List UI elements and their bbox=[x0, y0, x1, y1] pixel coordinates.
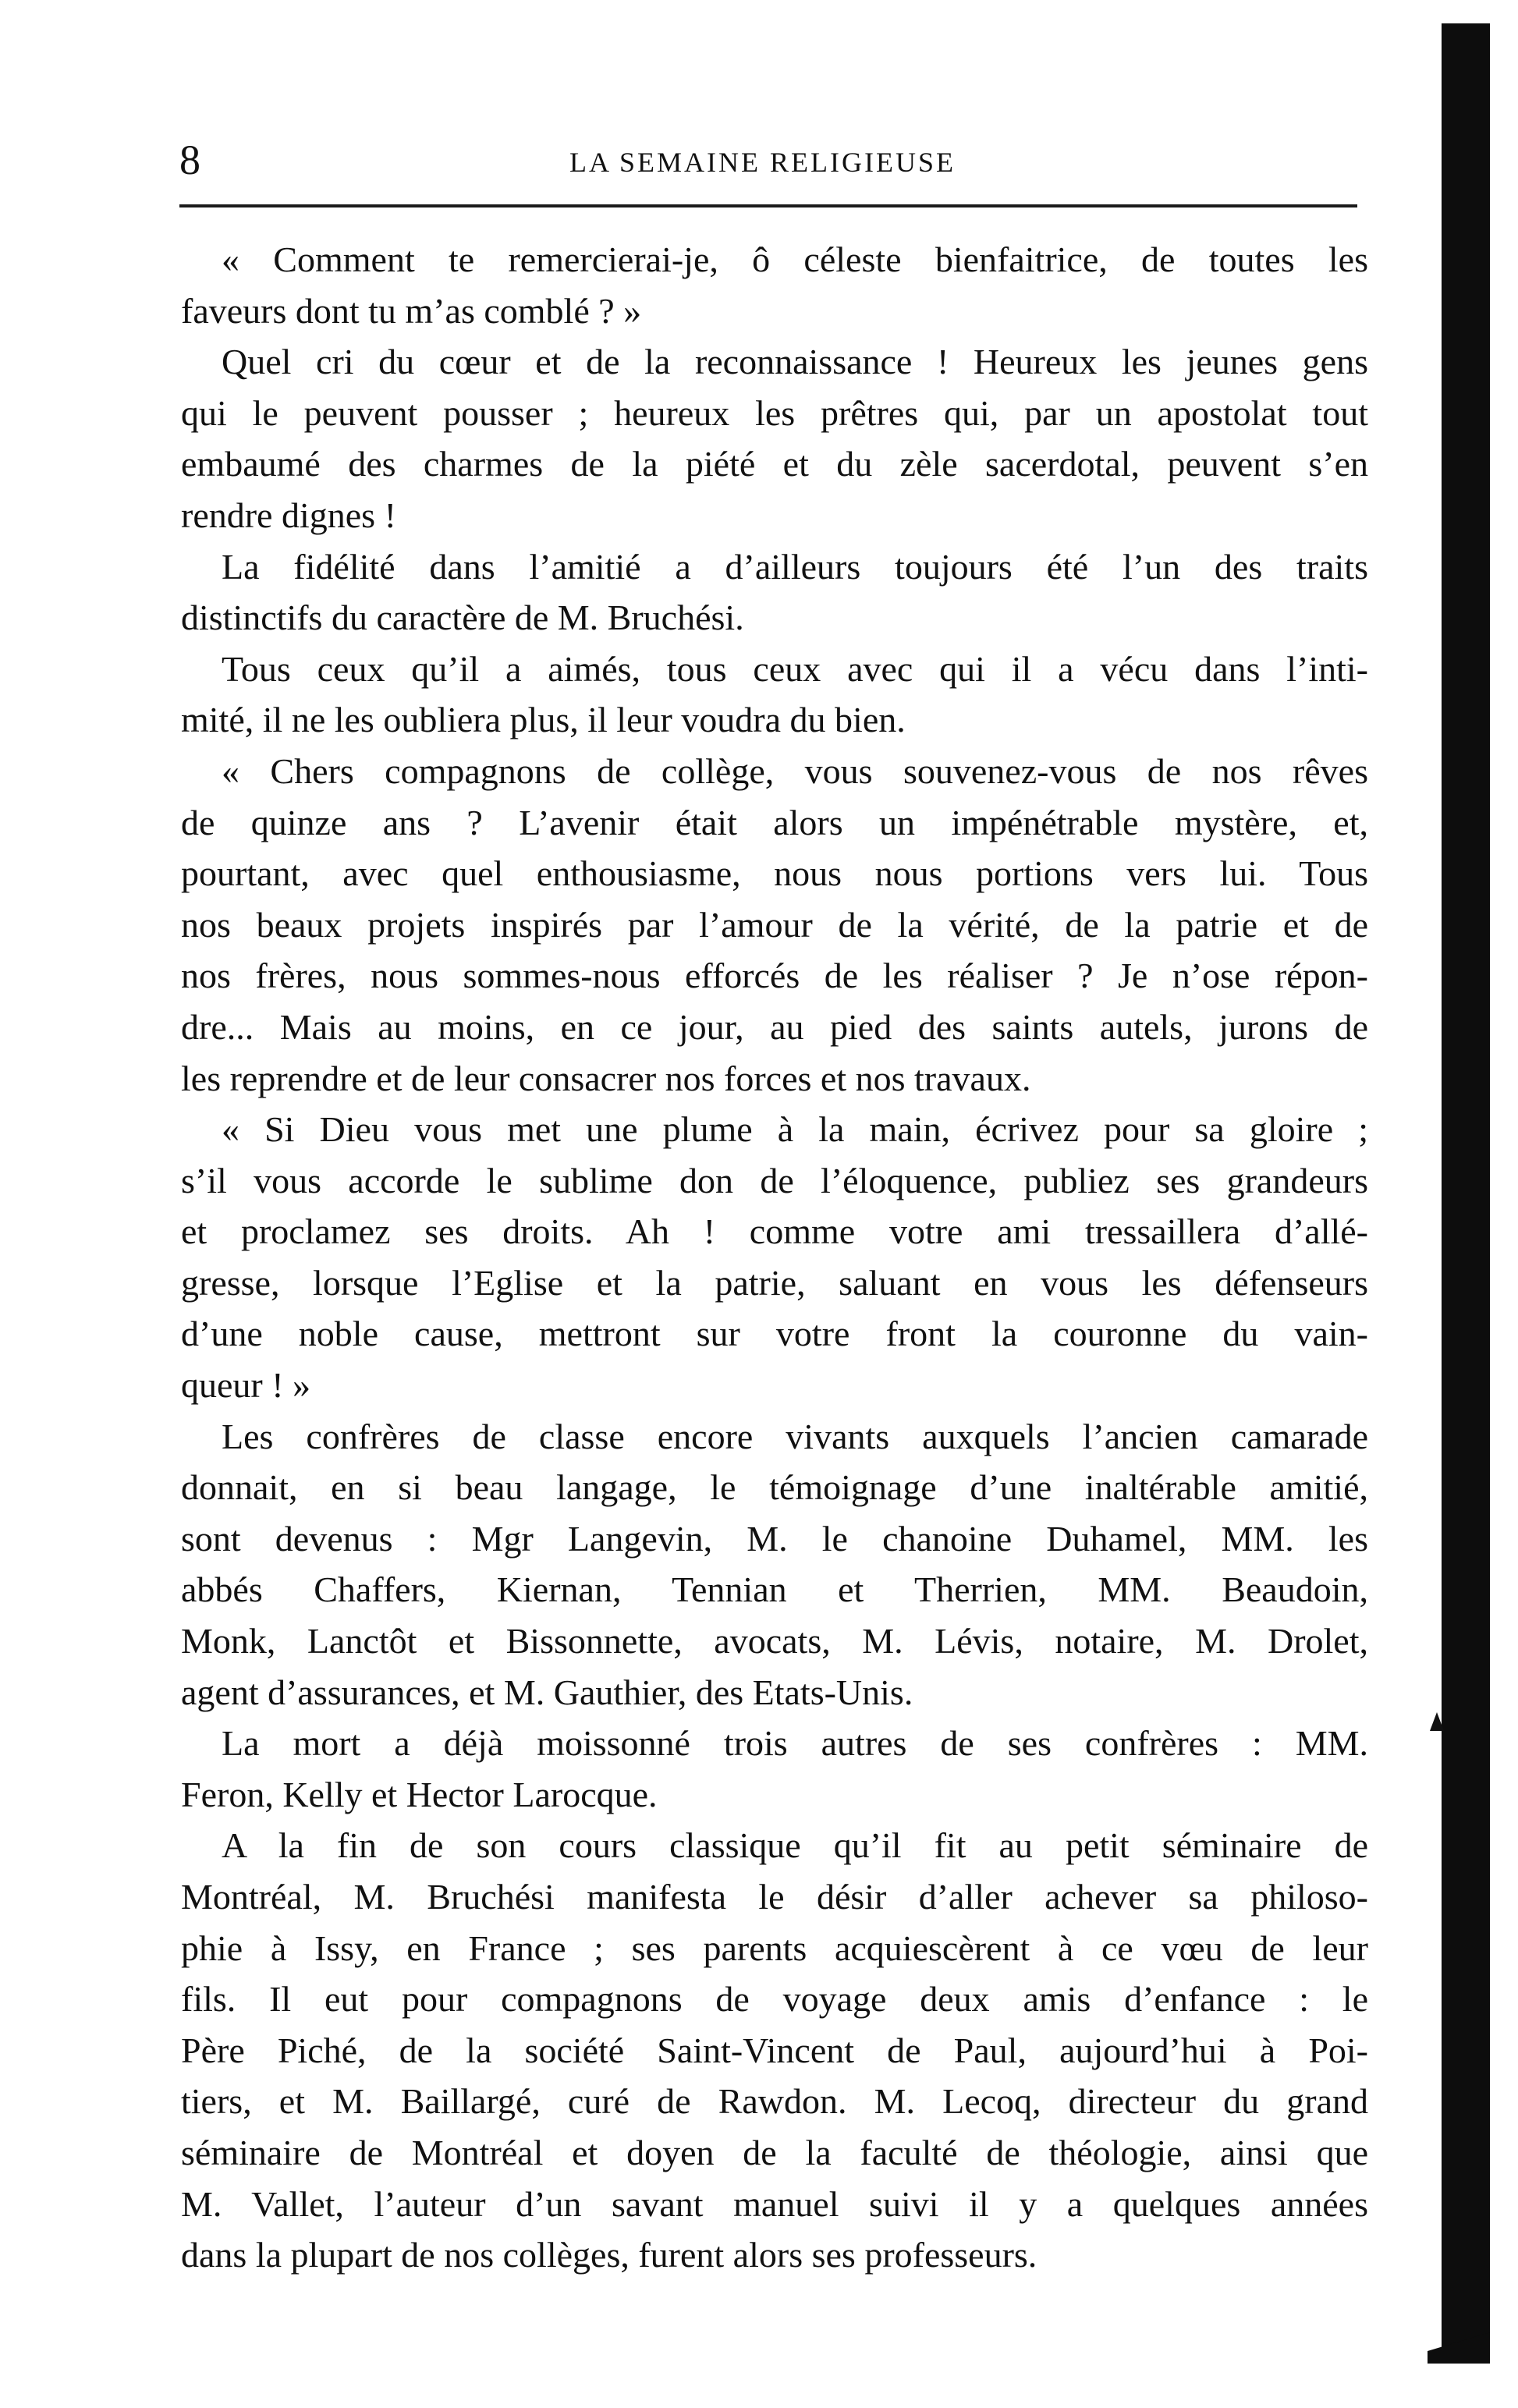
text-line: Montréal, M. Bruchési manifesta le désir d’aller achever sa philoso- bbox=[181, 1877, 1368, 1917]
text-line: sont devenus : Mgr Langevin, M. le chanoine Duhamel, MM. les bbox=[181, 1518, 1368, 1559]
text-line: gresse, lorsque l’Eglise et la patrie, saluant en vous les défenseurs bbox=[181, 1262, 1368, 1303]
text-line: faveurs dont tu m’as comblé ? » bbox=[181, 290, 642, 331]
text-line: « Comment te remercierai-je, ô céleste bienfaitrice, de toutes les bbox=[222, 239, 1368, 279]
text-line: agent d’assurances, et M. Gauthier, des Etats-Unis. bbox=[181, 1672, 913, 1712]
body-text bbox=[181, 234, 1368, 2281]
text-line: nos frères, nous sommes-nous efforcés de les réaliser ? Je n’ose répon- bbox=[181, 956, 1368, 996]
text-line: donnait, en si beau langage, le témoignage d’une inaltérable amitié, bbox=[181, 1467, 1368, 1508]
text-line: distinctifs du caractère de M. Bruchési. bbox=[181, 598, 744, 638]
text-line: et proclamez ses droits. Ah ! comme votre ami tressaillera d’allé- bbox=[181, 1211, 1368, 1252]
text-line: qui le peuvent pousser ; heureux les prêtres qui, par un apostolat tout bbox=[181, 392, 1368, 433]
text-line: Monk, Lanctôt et Bissonnette, avocats, M. Lévis, notaire, M. Drolet, bbox=[181, 1621, 1368, 1661]
text-line: Les confrères de classe encore vivants auxquels l’ancien camarade bbox=[222, 1416, 1368, 1456]
text-line: abbés Chaffers, Kiernan, Tennian et Therrien, MM. Beaudoin, bbox=[181, 1569, 1368, 1610]
text-line: Tous ceux qu’il a aimés, tous ceux avec qui il a vécu dans l’inti- bbox=[222, 648, 1368, 689]
text-line: mité, il ne les oubliera plus, il leur voudra du bien. bbox=[181, 700, 906, 740]
text-line: « Chers compagnons de collège, vous souvenez-vous de nos rêves bbox=[222, 750, 1368, 791]
running-title: LA SEMAINE RELIGIEUSE bbox=[569, 147, 956, 178]
text-line: Feron, Kelly et Hector Larocque. bbox=[181, 1774, 658, 1814]
page-header bbox=[179, 133, 1357, 187]
text-line: embaumé des charmes de la piété et du zèle sacerdotal, peuvent s’en bbox=[181, 444, 1368, 484]
text-line: A la fin de son cours classique qu’il fit au petit séminaire de bbox=[222, 1825, 1368, 1866]
text-line: tiers, et M. Baillargé, curé de Rawdon. M. Lecoq, directeur du grand bbox=[181, 2081, 1368, 2122]
text-line: nos beaux projets inspirés par l’amour de la vérité, de la patrie et de bbox=[181, 904, 1368, 945]
text-line: rendre dignes ! bbox=[181, 495, 396, 535]
header-rule bbox=[179, 204, 1357, 207]
text-line: « Si Dieu vous met une plume à la main, écrivez pour sa gloire ; bbox=[222, 1109, 1368, 1150]
scan-binding-shadow bbox=[1442, 23, 1490, 2352]
text-line: s’il vous accorde le sublime don de l’éloquence, publiez ses grandeurs bbox=[181, 1160, 1368, 1200]
text-line: Père Piché, de la société Saint-Vincent de Paul, aujourd’hui à Poi- bbox=[181, 2030, 1368, 2070]
text-line: M. Vallet, l’auteur d’un savant manuel suivi il y a quelques années bbox=[181, 2183, 1368, 2224]
text-line: Quel cri du cœur et de la reconnaissance ! Heureux les jeunes gens bbox=[222, 342, 1368, 382]
text-line: séminaire de Montréal et doyen de la faculté de théologie, ainsi que bbox=[181, 2132, 1368, 2172]
text-line: La mort a déjà moissonné trois autres de ses confrères : MM. bbox=[222, 1723, 1368, 1764]
text-line: dans la plupart de nos collèges, furent alors ses professeurs. bbox=[181, 2235, 1037, 2275]
text-line: fils. Il eut pour compagnons de voyage deux amis d’enfance : le bbox=[181, 1979, 1368, 2020]
text-line: les reprendre et de leur consacrer nos forces et nos travaux. bbox=[181, 1058, 1031, 1098]
page-number: 8 bbox=[179, 137, 200, 183]
text-line: queur ! » bbox=[181, 1365, 311, 1406]
text-line: pourtant, avec quel enthousiasme, nous nous portions vers lui. Tous bbox=[181, 853, 1368, 894]
text-line: dre... Mais au moins, en ce jour, au pied des saints autels, jurons de bbox=[181, 1006, 1368, 1047]
text-line: La fidélité dans l’amitié a d’ailleurs toujours été l’un des traits bbox=[222, 546, 1368, 587]
text-line: phie à Issy, en France ; ses parents acquiescèrent à ce vœu de leur bbox=[181, 1927, 1368, 1968]
text-line: de quinze ans ? L’avenir était alors un impénétrable mystère, et, bbox=[181, 802, 1368, 842]
text-line: d’une noble cause, mettront sur votre front la couronne du vain- bbox=[181, 1314, 1368, 1354]
